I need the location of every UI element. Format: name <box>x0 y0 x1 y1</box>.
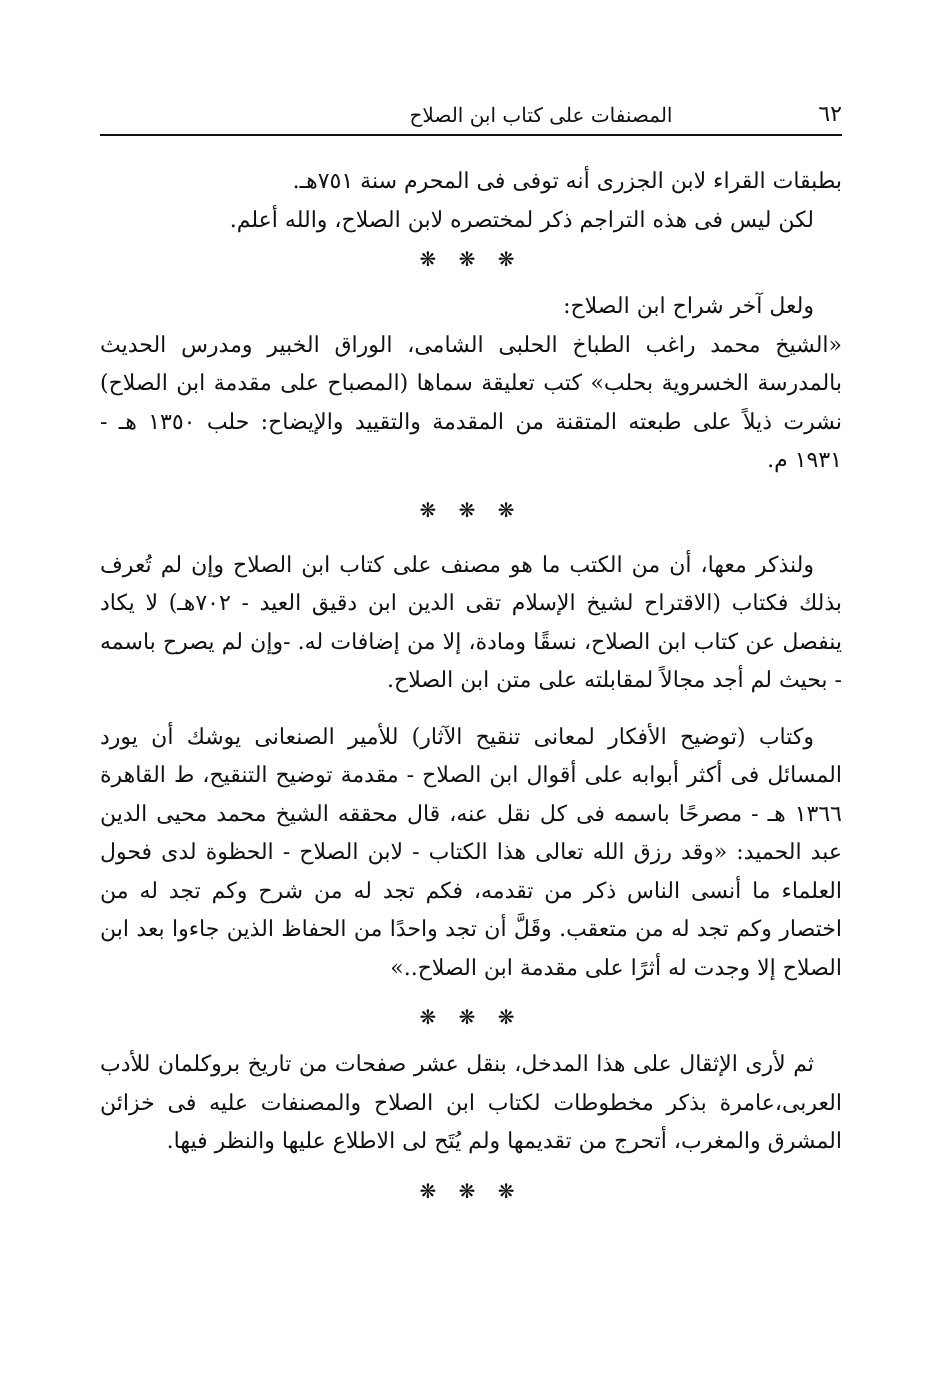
body-text <box>100 163 842 1210</box>
paragraph-2: لكن ليس فى هذه التراجم ذكر لمختصره لابن الصلاح، والله أعلم. <box>229 207 814 233</box>
header-rule <box>100 134 842 136</box>
paragraph-7: ثم لأرى الإثقال على هذا المدخل، بنقل عشر صفحات من تاريخ بروكلمان للأدب العربى،عامرة بذكر مخطوطات لكتاب ابن الصلاح والمصنفات عليه فى خزائن المشرق والمغرب، أتحرج من تقديمها ولم يُتَح لى الاطلاع عليها والنظر فيها. <box>100 1052 842 1154</box>
section-divider-stars: ❋ ❋ ❋ <box>419 1005 523 1029</box>
paragraph-6: وكتاب (توضيح الأفكار لمعانى تنقيح الآثار) للأمير الصنعانى يوشك أن يورد المسائل فى أكثر أبوابه على أقوال ابن الصلاح - مقدمة توضيح التنقيح، ط القاهرة ١٣٦٦ هـ - مصرحًا باسمه فى كل نقل عنه، قال محققه الشيخ محمد محيى الدين عبد الحميد: «وقد رزق الله تعالى هذا الكتاب - لابن الصلاح - الحظوة لدى فحول العلماء ما أنسى الناس ذكر من تقدمه، فكم تجد له من شرح وكم تجد له من اختصار وكم تجد له من متعقب. وقَلَّ أن تجد واحدًا من الحفاظ الذين جاءوا بعد ابن الصلاح إلا وجدت له أثرًا على مقدمة ابن الصلاح..» <box>100 724 842 981</box>
paragraph-4: «الشيخ محمد راغب الطباخ الحلبى الشامى، الوراق الخبير ومدرس الحديث بالمدرسة الخسروية بحلب» كتب تعليقة سماها (المصباح على مقدمة ابن الصلاح) نشرت ذيلاً على طبعته المتقنة من المقدمة والتقييد والإيضاح: حلب ١٣٥٠ هـ - ١٩٣١ م. <box>100 332 842 473</box>
paragraph-1: بطبقات القراء لابن الجزرى أنه توفى فى المحرم سنة ٧٥١هـ. <box>292 169 842 194</box>
page-number: ٦٢ <box>818 102 842 127</box>
page-header <box>100 98 842 132</box>
section-divider-stars: ❋ ❋ ❋ <box>419 497 523 522</box>
paragraph-5: ولنذكر معها، أن من الكتب ما هو مصنف على كتاب ابن الصلاح وإن لم تُعرف بذلك فكتاب (الاقتراح لشيخ الإسلام تقى الدين ابن دقيق العيد - ٧٠٢هـ) لا يكاد ينفصل عن كتاب ابن الصلاح، نسقًا ومادة، إلا من إضافات له. -وإن لم يصرح باسمه - بحيث لم أجد مجالاً لمقابلته على متن ابن الصلاح. <box>100 552 842 693</box>
paragraph-3: ولعل آخر شراح ابن الصلاح: <box>563 294 814 319</box>
section-divider-stars: ❋ ❋ ❋ <box>419 247 523 271</box>
section-divider-stars: ❋ ❋ ❋ <box>419 1178 523 1203</box>
running-title: المصنفات على كتاب ابن الصلاح <box>409 103 673 127</box>
